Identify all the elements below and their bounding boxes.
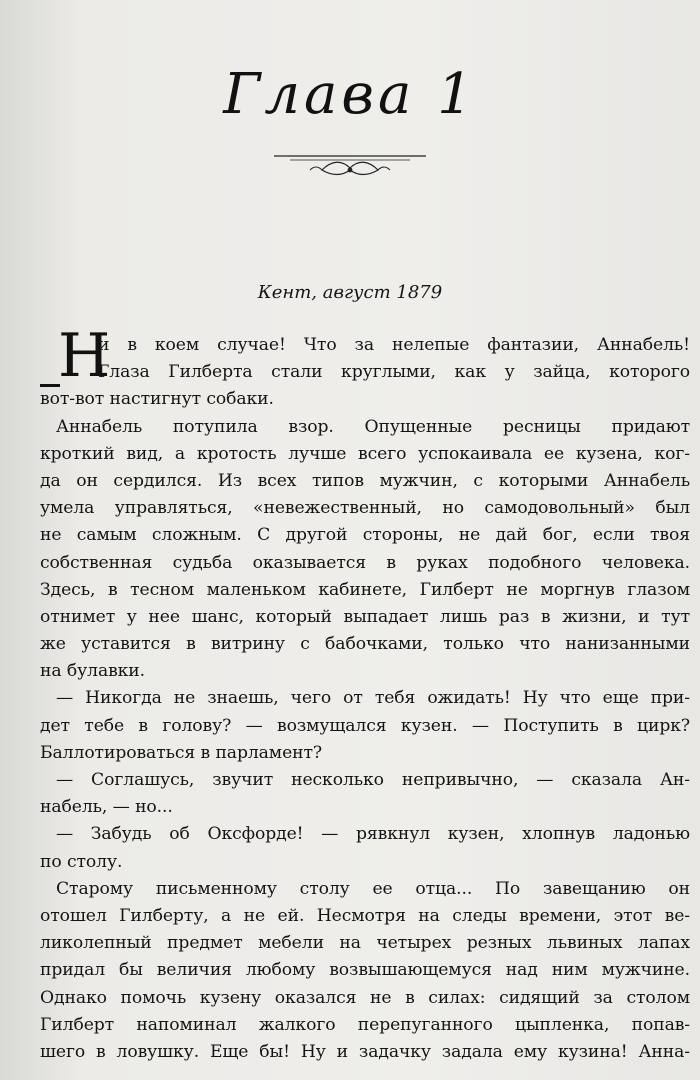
text-line: на булавки. [40,661,146,682]
text-line: Здесь, в тесном маленьком кабинете, Гилберт не моргнув глазом [40,579,690,600]
text-line: собственная судьба оказывается в руках подобного человека. [40,552,690,573]
text-line: ликолепный предмет мебели на четырех резных львиных лапах [40,933,690,954]
text-line: придал бы величия любому возвышающемуся над ним мужчине. [40,960,690,981]
text-line: Аннабель потупила взор. Опущенные ресницы придают [56,416,690,437]
text-line: кроткий вид, а кротость лучше всего успокаивала ее кузена, ког- [40,443,690,464]
text-line: дет тебе в голову? — возмущался кузен. — Поступить в цирк? [40,715,690,736]
text-line: Гилберт напоминал жалкого перепуганного цыпленка, попав- [40,1014,690,1035]
chapter-title: Глава 1 [223,62,477,127]
text-line: умела управляться, «невежественный, но самодовольный» был [40,498,690,519]
text-line: шего в ловушку. Еще бы! Ну и задачку задала ему кузина! Анна- [40,1041,690,1062]
text-line: отошел Гилберту, а не ей. Несмотря на следы времени, этот ве- [40,905,690,926]
text-line: да он сердился. Из всех типов мужчин, с которыми Аннабель [40,470,690,491]
text-line: и в коем случае! Что за нелепые фантазии, Аннабель! [98,335,690,355]
text-line: — Соглашусь, звучит несколько непривычно, — сказала Ан- [56,770,690,790]
text-line: Глаза Гилберта стали круглыми, как у зайца, которого [98,362,690,383]
dropcap-letter: Н [58,321,111,391]
text-line: отнимет у нее шанс, который выпадает лишь раз в жизни, и тут [40,606,690,627]
text-line: не самым сложным. С другой стороны, не дай бог, если твоя [40,525,690,546]
text-line: — Никогда не знаешь, чего от тебя ожидать! Ну что еще при- [56,688,690,709]
chapter-ornament [270,150,430,186]
body-text [40,332,690,1066]
text-line: набель, — но... [40,797,173,818]
text-line: вот-вот настигнут собаки. [40,389,274,410]
text-line: Старому письменному столу ее отца... По завещанию он [56,878,690,899]
text-line: по столу. [40,851,123,872]
text-line: — Забудь об Оксфорде! — рявкнул кузен, хлопнув ладонью [56,824,690,845]
text-line: Однако помочь кузену оказался не в силах: сидящий за столом [40,987,690,1008]
text-line: Баллотироваться в парламент? [40,742,323,763]
text-line: же уставится в витрину с бабочками, только что нанизанными [40,634,690,655]
chapter-subtitle: Кент, август 1879 [257,282,443,303]
